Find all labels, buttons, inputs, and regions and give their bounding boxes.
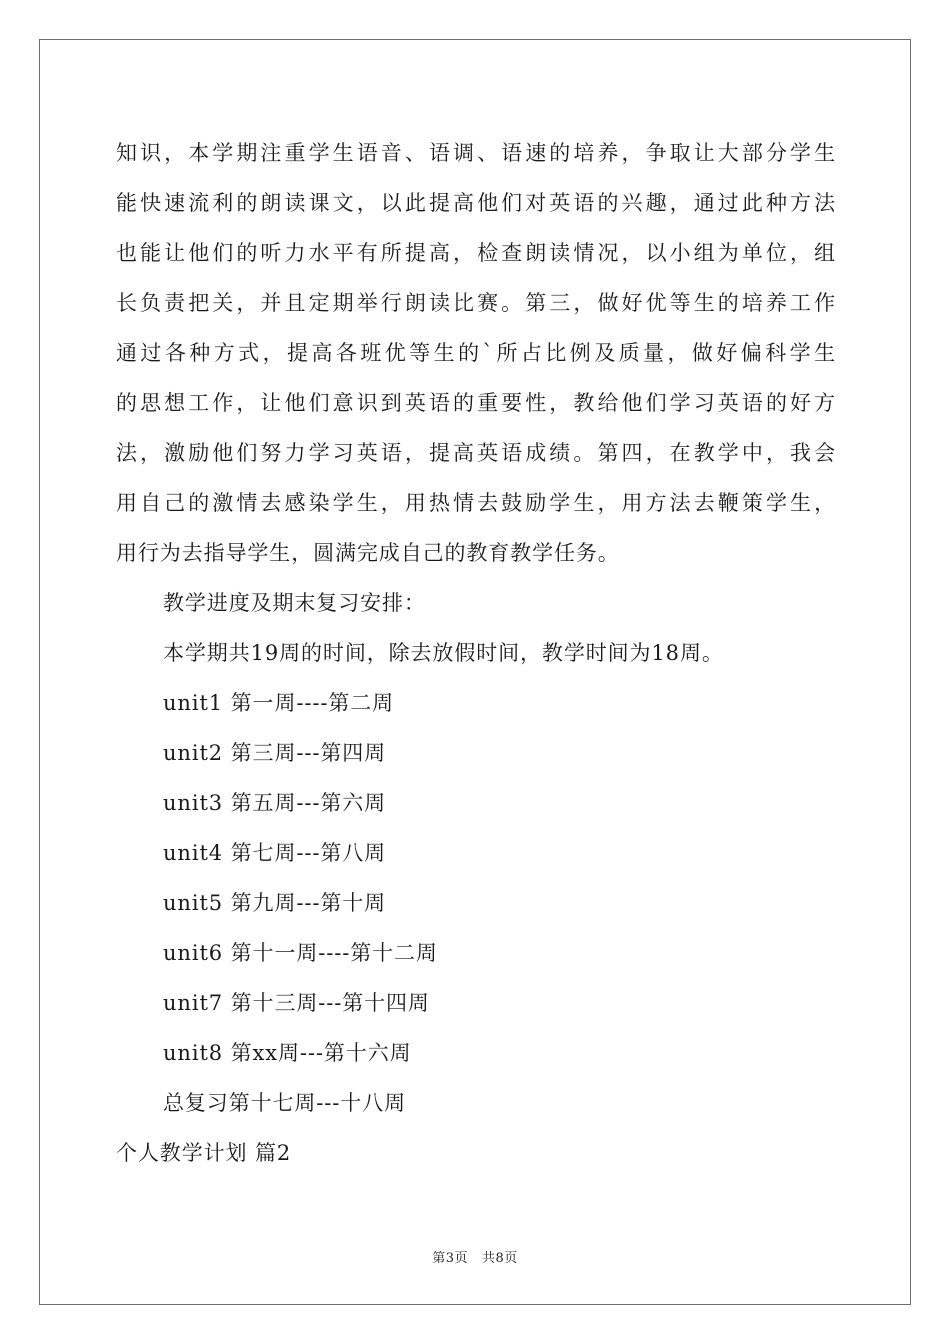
schedule-item: unit5 第九周---第十周 — [163, 891, 387, 915]
schedule-item: unit1 第一周----第二周 — [163, 691, 395, 715]
schedule-intro: 本学期共19周的时间，除去放假时间，教学时间为18周。 — [163, 641, 724, 665]
schedule-item: unit4 第七周---第八周 — [163, 841, 387, 865]
paragraph-line: 知识，本学期注重学生语音、语调、语速的培养，争取让大部分学生 — [116, 141, 836, 165]
schedule-item: unit3 第五周---第六周 — [163, 791, 387, 815]
paragraph-line: 的思想工作，让他们意识到英语的重要性，教给他们学习英语的好方 — [116, 391, 836, 415]
paragraph-line: 能快速流利的朗读课文，以此提高他们对英语的兴趣，通过此种方法 — [116, 191, 836, 215]
document-body — [116, 128, 836, 1178]
schedule-item: 总复习第十七周---十八周 — [163, 1091, 406, 1115]
paragraph-line: 用自己的激情去感染学生，用热情去鼓励学生，用方法去鞭策学生， — [116, 491, 836, 515]
schedule-heading: 教学进度及期末复习安排： — [163, 591, 426, 615]
paragraph-line: 也能让他们的听力水平有所提高，检查朗读情况，以小组为单位，组 — [116, 241, 836, 265]
paragraph-line: 法，激励他们努力学习英语，提高英语成绩。第四，在教学中，我会 — [116, 441, 836, 465]
page-total: 共8页 — [482, 1251, 518, 1266]
schedule-item: unit6 第十一周----第十二周 — [163, 941, 438, 965]
paragraph-line: 通过各种方式，提高各班优等生的`所占比例及质量，做好偏科学生 — [116, 341, 836, 365]
section-title: 个人教学计划 篇2 — [116, 1141, 292, 1165]
page-number: 第3页 — [432, 1251, 468, 1266]
page-footer — [0, 1247, 950, 1266]
schedule-item: unit8 第xx周---第十六周 — [163, 1041, 412, 1065]
paragraph-line: 长负责把关，并且定期举行朗读比赛。第三，做好优等生的培养工作 — [116, 291, 836, 315]
schedule-item: unit2 第三周---第四周 — [163, 741, 387, 765]
paragraph-line: 用行为去指导学生，圆满完成自己的教育教学任务。 — [116, 541, 620, 565]
schedule-item: unit7 第十三周---第十四周 — [163, 991, 430, 1015]
